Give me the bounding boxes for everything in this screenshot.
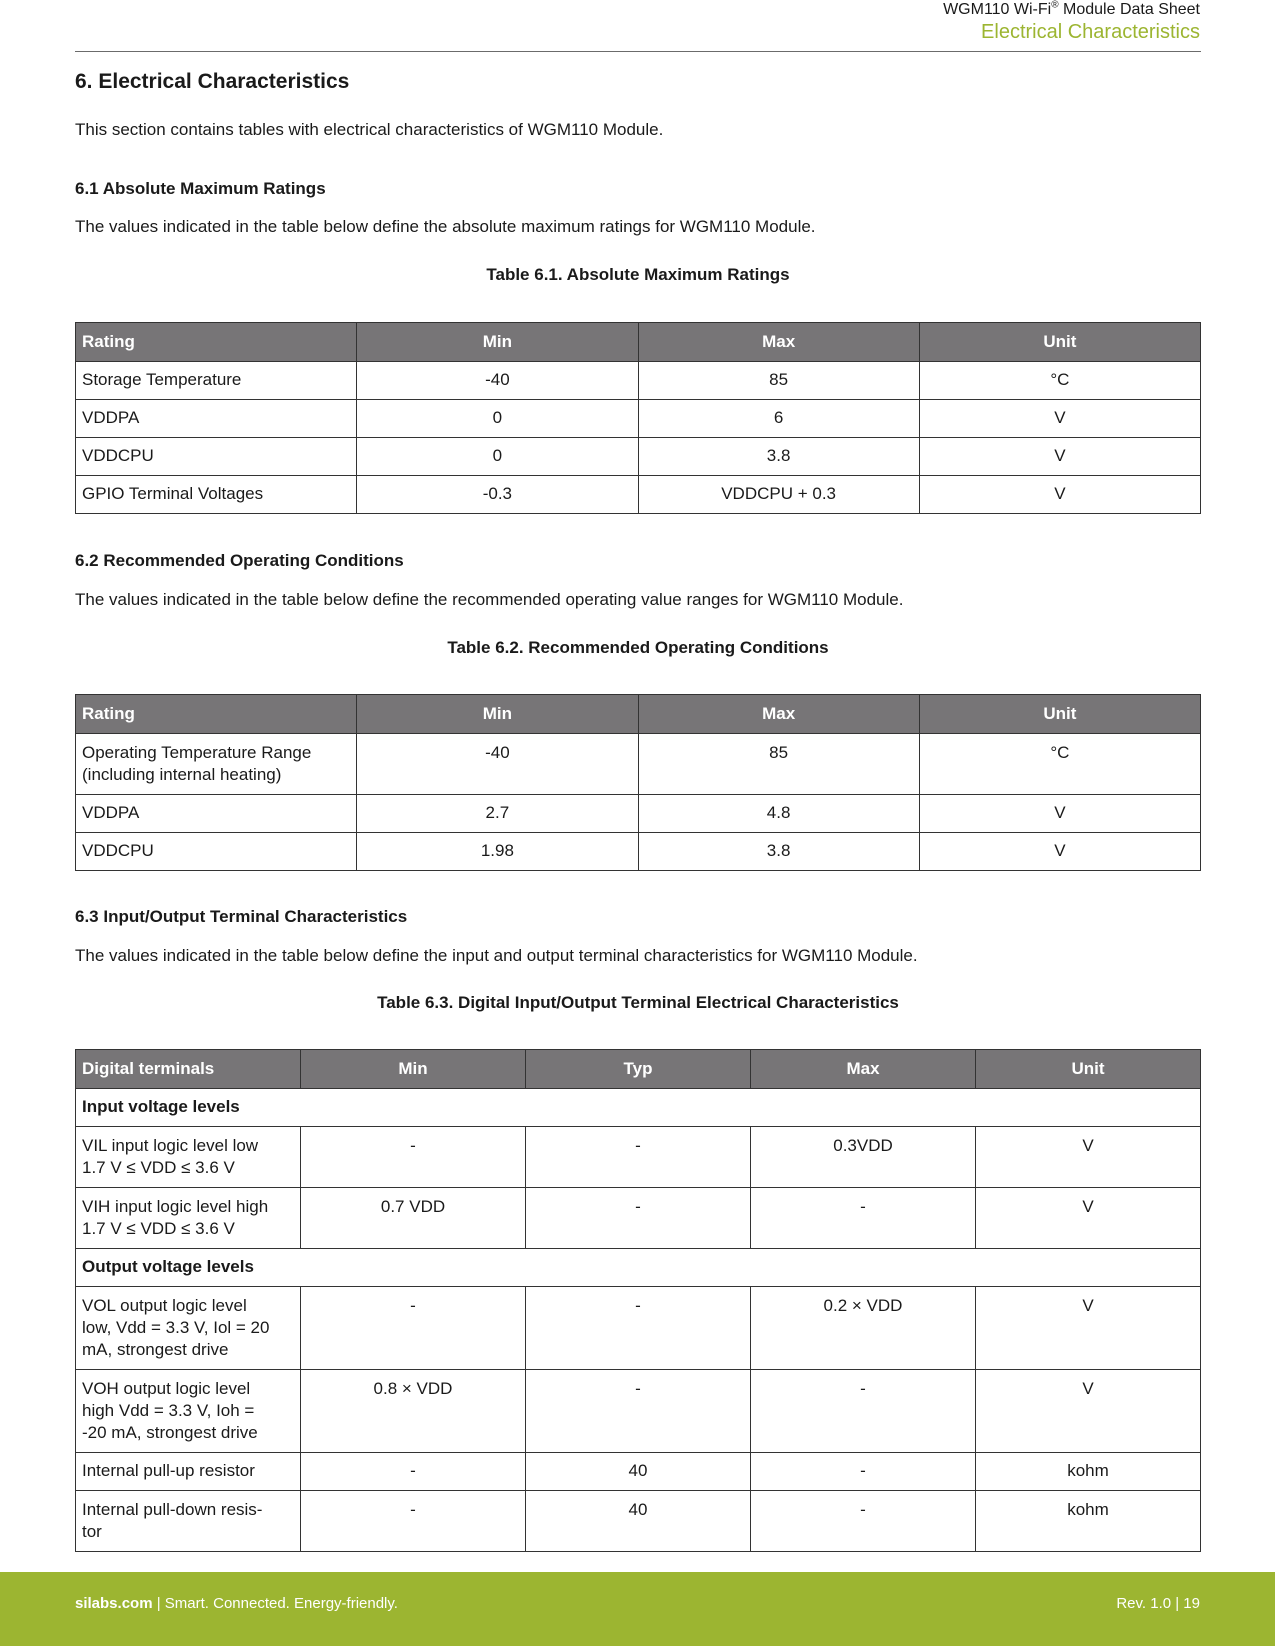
column-header: Max bbox=[638, 323, 919, 362]
table-cell: 0 bbox=[357, 438, 638, 476]
table-cell: GPIO Terminal Voltages bbox=[76, 476, 357, 514]
table-cell: kohm bbox=[976, 1453, 1201, 1491]
table-row bbox=[76, 1287, 1201, 1370]
table-cell: V bbox=[919, 476, 1200, 514]
table-cell: -40 bbox=[357, 362, 638, 400]
table-cell: - bbox=[301, 1127, 526, 1188]
table-row bbox=[76, 833, 1201, 871]
group-label-input: Input voltage levels bbox=[76, 1089, 1201, 1127]
table-cell: VIH input logic level high 1.7 V ≤ VDD ≤ 3.6 V bbox=[76, 1188, 301, 1249]
table-cell: VDDPA bbox=[76, 795, 357, 833]
column-header: Max bbox=[638, 695, 919, 734]
column-header: Unit bbox=[919, 695, 1200, 734]
table-header-row bbox=[76, 1050, 1201, 1089]
table-cell: 3.8 bbox=[638, 833, 919, 871]
table-row bbox=[76, 795, 1201, 833]
table-group-row bbox=[76, 1089, 1201, 1127]
table-cell: - bbox=[301, 1453, 526, 1491]
footer-tagline: | Smart. Connected. Energy-friendly. bbox=[152, 1595, 398, 1612]
table-cell: - bbox=[526, 1188, 751, 1249]
table-cell: - bbox=[526, 1287, 751, 1370]
table-cell: 40 bbox=[526, 1453, 751, 1491]
column-header: Unit bbox=[919, 323, 1200, 362]
table-cell: - bbox=[751, 1370, 976, 1453]
table-caption-6-3: Table 6.3. Digital Input/Output Terminal Electrical Characteristics bbox=[377, 993, 899, 1012]
subsection-title-6-1: 6.1 Absolute Maximum Ratings bbox=[75, 179, 326, 198]
table-header-row bbox=[76, 323, 1201, 362]
table-row bbox=[76, 400, 1201, 438]
table-cell: VDDCPU bbox=[76, 833, 357, 871]
table-group-row bbox=[76, 1249, 1201, 1287]
table-caption-6-1: Table 6.1. Absolute Maximum Ratings bbox=[486, 265, 790, 284]
table-row bbox=[76, 438, 1201, 476]
document-title bbox=[943, 0, 1200, 20]
table-cell: VIL input logic level low 1.7 V ≤ VDD ≤ 3.6 V bbox=[76, 1127, 301, 1188]
document-title-text: WGM110 Wi-Fi bbox=[943, 1, 1052, 18]
table-cell: - bbox=[526, 1370, 751, 1453]
table-cell: VDDCPU bbox=[76, 438, 357, 476]
table-cell: 1.98 bbox=[357, 833, 638, 871]
footer-revision-page: Rev. 1.0 | 19 bbox=[1116, 1595, 1200, 1612]
table-digital-io-characteristics bbox=[75, 1049, 1201, 1552]
table-cell: VDDPA bbox=[76, 400, 357, 438]
table-cell: 0.7 VDD bbox=[301, 1188, 526, 1249]
subsection-title-6-2: 6.2 Recommended Operating Conditions bbox=[75, 551, 404, 570]
table-cell: - bbox=[751, 1188, 976, 1249]
column-header: Typ bbox=[526, 1050, 751, 1089]
table-cell: VOH output logic level high Vdd = 3.3 V, Ioh = -20 mA, strongest drive bbox=[76, 1370, 301, 1453]
table-cell: 85 bbox=[638, 362, 919, 400]
header-divider bbox=[75, 51, 1201, 52]
table-caption-6-2: Table 6.2. Recommended Operating Conditions bbox=[447, 638, 829, 657]
table-cell: V bbox=[919, 833, 1200, 871]
table-header-row bbox=[76, 695, 1201, 734]
column-header: Min bbox=[357, 323, 638, 362]
table-cell: V bbox=[976, 1370, 1201, 1453]
column-header: Min bbox=[357, 695, 638, 734]
column-header: Rating bbox=[76, 695, 357, 734]
table-cell: 40 bbox=[526, 1491, 751, 1552]
column-header: Unit bbox=[976, 1050, 1201, 1089]
table-cell: kohm bbox=[976, 1491, 1201, 1552]
table-cell: Internal pull-down resis- tor bbox=[76, 1491, 301, 1552]
table-cell: °C bbox=[919, 362, 1200, 400]
table-cell: - bbox=[301, 1491, 526, 1552]
page-header bbox=[943, 0, 1200, 44]
subsection-text-6-3: The values indicated in the table below define the input and output terminal characteristics for WGM110 Module. bbox=[75, 946, 918, 965]
table-cell: - bbox=[751, 1453, 976, 1491]
column-header: Digital terminals bbox=[76, 1050, 301, 1089]
table-cell: VOL output logic level low, Vdd = 3.3 V, Iol = 20 mA, strongest drive bbox=[76, 1287, 301, 1370]
table-cell: V bbox=[919, 400, 1200, 438]
table-row bbox=[76, 362, 1201, 400]
section-title: 6. Electrical Characteristics bbox=[75, 70, 350, 93]
table-cell: - bbox=[301, 1287, 526, 1370]
table-cell: VDDCPU + 0.3 bbox=[638, 476, 919, 514]
table-cell: 85 bbox=[638, 734, 919, 795]
table-row bbox=[76, 1491, 1201, 1552]
table-row bbox=[76, 1370, 1201, 1453]
table-row bbox=[76, 1127, 1201, 1188]
table-cell: 0.3VDD bbox=[751, 1127, 976, 1188]
footer-left bbox=[75, 1595, 398, 1612]
subsection-text-6-2: The values indicated in the table below define the recommended operating value ranges for WGM110 Module. bbox=[75, 590, 904, 609]
subsection-title-6-3: 6.3 Input/Output Terminal Characteristics bbox=[75, 907, 408, 926]
table-cell: 3.8 bbox=[638, 438, 919, 476]
table-cell: 4.8 bbox=[638, 795, 919, 833]
table-cell: V bbox=[919, 438, 1200, 476]
table-cell: 2.7 bbox=[357, 795, 638, 833]
subsection-text-6-1: The values indicated in the table below define the absolute maximum ratings for WGM110 Module. bbox=[75, 217, 816, 236]
column-header: Max bbox=[751, 1050, 976, 1089]
table-cell: 0.2 × VDD bbox=[751, 1287, 976, 1370]
section-intro: This section contains tables with electrical characteristics of WGM110 Module. bbox=[75, 120, 664, 139]
page-footer bbox=[0, 1572, 1275, 1646]
table-cell: - bbox=[751, 1491, 976, 1552]
document-title-suffix: Module Data Sheet bbox=[1058, 1, 1200, 18]
table-cell: Operating Temperature Range (including internal heating) bbox=[76, 734, 357, 795]
table-cell: 0.8 × VDD bbox=[301, 1370, 526, 1453]
table-absolute-maximum-ratings bbox=[75, 322, 1201, 514]
table-row bbox=[76, 476, 1201, 514]
table-cell: -40 bbox=[357, 734, 638, 795]
table-cell: V bbox=[976, 1127, 1201, 1188]
column-header: Rating bbox=[76, 323, 357, 362]
table-cell: V bbox=[919, 795, 1200, 833]
table-cell: Storage Temperature bbox=[76, 362, 357, 400]
header-section-name: Electrical Characteristics bbox=[981, 21, 1200, 43]
table-cell: -0.3 bbox=[357, 476, 638, 514]
table-cell: V bbox=[976, 1188, 1201, 1249]
table-cell: 0 bbox=[357, 400, 638, 438]
group-label-output: Output voltage levels bbox=[76, 1249, 1201, 1287]
table-row bbox=[76, 1188, 1201, 1249]
registered-mark: ® bbox=[1051, 0, 1059, 11]
table-recommended-operating-conditions bbox=[75, 694, 1201, 871]
table-cell: - bbox=[526, 1127, 751, 1188]
footer-site-link[interactable]: silabs.com bbox=[75, 1595, 153, 1612]
table-row bbox=[76, 1453, 1201, 1491]
table-cell: °C bbox=[919, 734, 1200, 795]
table-cell: V bbox=[976, 1287, 1201, 1370]
column-header: Min bbox=[301, 1050, 526, 1089]
table-cell: Internal pull-up resistor bbox=[76, 1453, 301, 1491]
table-row bbox=[76, 734, 1201, 795]
table-cell: 6 bbox=[638, 400, 919, 438]
